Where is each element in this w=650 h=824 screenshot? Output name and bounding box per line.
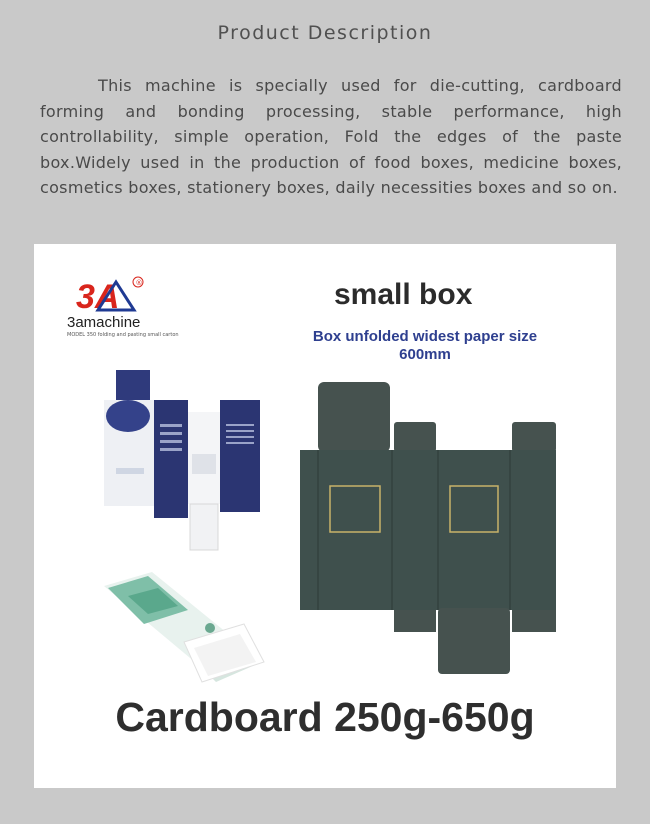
product-title: small box xyxy=(334,278,473,311)
cardboard-weight-range: Cardboard 250g-650g xyxy=(115,694,535,740)
product-description: This machine is specially used for die-cutting, cardboard forming and bonding processing, stable performance, high controllability, simple operation, Fold the edges of the paste box.Widely used in the production of food boxes, medicine boxes, cosmetics boxes, stationery boxes, daily necessities boxes and so on. xyxy=(40,76,622,197)
product-image-panel xyxy=(34,244,616,788)
logo-mark-text: 3A xyxy=(76,278,120,316)
brand-name: 3amachine xyxy=(67,314,141,331)
small-box-unfolded-image xyxy=(296,380,566,676)
section-heading: Product Description xyxy=(217,22,433,44)
blue-box-unfolded-image xyxy=(98,364,268,554)
logo-mark-icon xyxy=(76,276,146,316)
brand-logo xyxy=(64,270,179,340)
registered-mark: ® xyxy=(135,279,143,287)
brand-tagline: MODEL 350 folding and pasting small carton xyxy=(67,332,179,338)
paper-size-line1: Box unfolded widest paper size xyxy=(312,328,538,345)
paper-size-subtitle xyxy=(284,328,566,364)
cosmetic-box-image xyxy=(98,566,268,696)
paper-size-value: 600mm xyxy=(399,346,451,363)
